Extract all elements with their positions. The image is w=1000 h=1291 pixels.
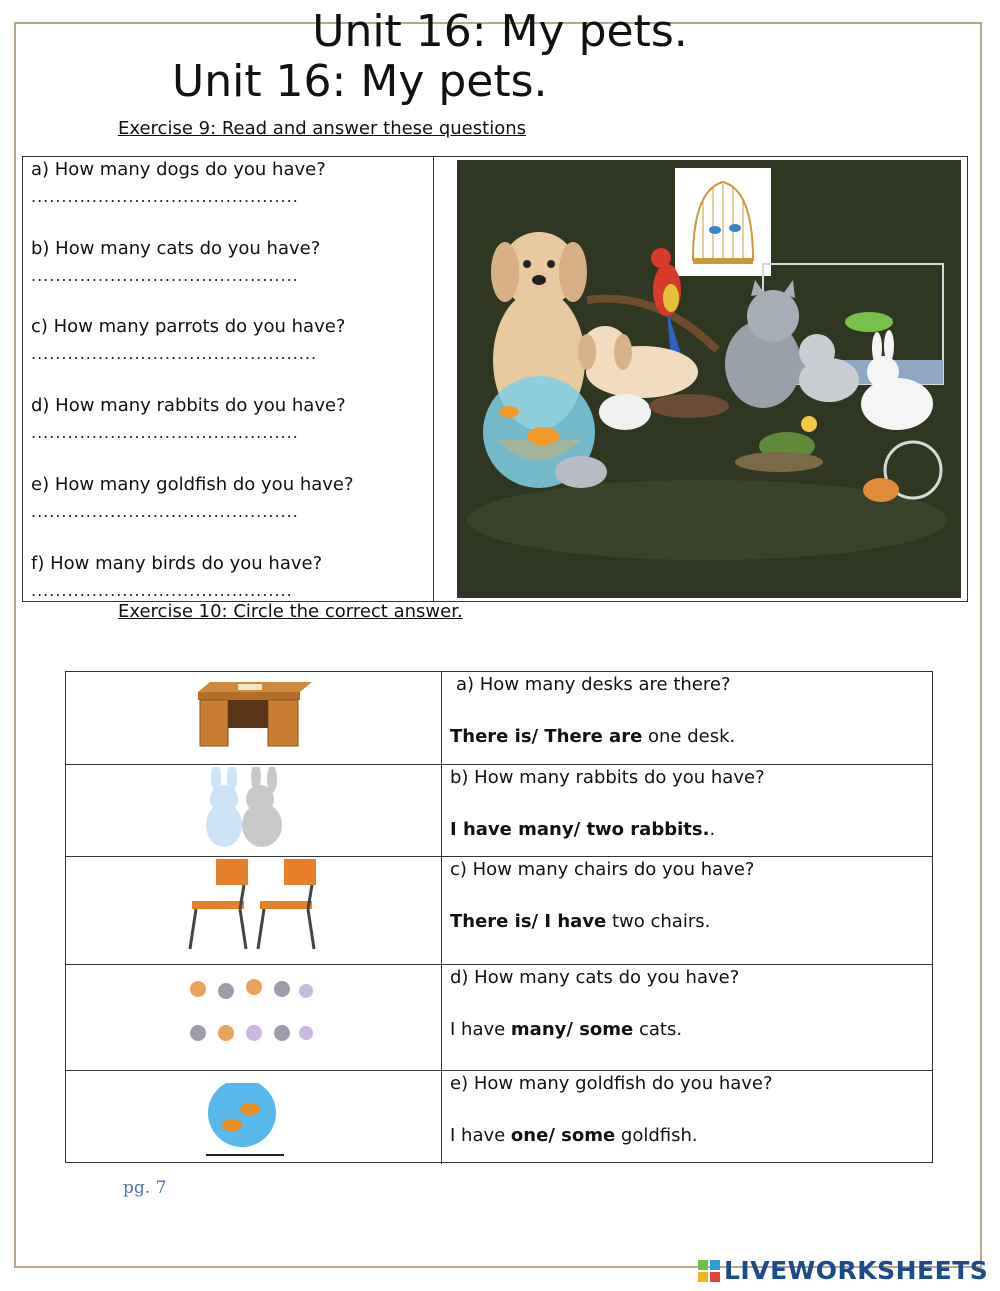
guinea-pig-icon xyxy=(599,394,651,430)
page-number: pg. 7 xyxy=(123,1178,167,1198)
answer-blank-e[interactable]: ............................................ xyxy=(31,502,299,521)
question-cell xyxy=(450,672,932,764)
question-b: b) How many cats do you have? xyxy=(31,238,321,259)
question-a: a) How many dogs do you have? xyxy=(31,159,326,180)
option-separator: / xyxy=(548,1125,562,1146)
exercise10-table xyxy=(65,671,933,1163)
logo-badge-icon xyxy=(698,1260,720,1282)
answer-blank-f[interactable]: ........................................... xyxy=(31,581,293,600)
hamster-icon xyxy=(863,478,899,502)
desk-image-cell xyxy=(66,672,442,764)
question-cell xyxy=(450,965,932,1070)
question-d: d) How many rabbits do you have? xyxy=(31,395,346,416)
goldfish-image-cell xyxy=(66,1071,442,1164)
option-1[interactable]: There is xyxy=(450,726,532,747)
question-c: c) How many parrots do you have? xyxy=(31,316,346,337)
cats-icon xyxy=(186,973,316,1059)
answer-blank-c[interactable]: ............................................... xyxy=(31,344,318,363)
answer-prefix: I have xyxy=(450,1019,511,1040)
table-row xyxy=(66,857,932,965)
brand-text: LIVEWORKSHEETS xyxy=(724,1256,989,1285)
question-cell xyxy=(450,765,932,856)
option-separator: / xyxy=(566,1019,580,1040)
answer-suffix: one desk. xyxy=(642,726,736,747)
rabbits-icon xyxy=(186,767,298,853)
answer-blank-b[interactable]: ............................................ xyxy=(31,266,299,285)
option-1[interactable]: I have many xyxy=(450,819,574,840)
page-title-top: Unit 16: My pets. xyxy=(312,6,688,57)
chairs-icon xyxy=(186,857,322,951)
answer-blank-d[interactable]: ............................................ xyxy=(31,423,299,442)
table-row xyxy=(66,765,932,857)
exercise9-questions xyxy=(23,157,434,601)
question-text: a) How many desks are there? xyxy=(456,674,731,695)
option-2[interactable]: There are xyxy=(544,726,643,747)
option-2[interactable]: some xyxy=(561,1125,616,1146)
answer-sentence xyxy=(450,1019,682,1040)
goldfish-bowl-icon xyxy=(202,1077,292,1157)
question-text: b) How many rabbits do you have? xyxy=(450,767,765,788)
question-cell xyxy=(450,1071,932,1164)
answer-suffix: goldfish. xyxy=(615,1125,698,1146)
answer-suffix: cats. xyxy=(633,1019,683,1040)
birdcage-icon xyxy=(675,168,771,276)
option-1[interactable]: There is xyxy=(450,911,532,932)
table-row xyxy=(66,965,932,1071)
option-2[interactable]: two rabbits. xyxy=(586,819,710,840)
option-separator: / xyxy=(531,726,545,747)
cats-image-cell xyxy=(66,965,442,1070)
answer-sentence xyxy=(450,911,710,932)
page-title: Unit 16: My pets. xyxy=(172,56,548,107)
question-text: e) How many goldfish do you have? xyxy=(450,1073,773,1094)
option-1[interactable]: many xyxy=(510,1019,567,1040)
question-f: f) How many birds do you have? xyxy=(31,553,323,574)
ferret-icon xyxy=(649,394,729,418)
question-text: c) How many chairs do you have? xyxy=(450,859,755,880)
desk-icon xyxy=(194,674,314,750)
option-separator: / xyxy=(573,819,587,840)
answer-blank-a[interactable]: ............................................ xyxy=(31,187,299,206)
exercise9-table xyxy=(22,156,968,602)
answer-sentence xyxy=(450,819,715,840)
answer-suffix: . xyxy=(709,819,716,840)
answer-prefix: I have xyxy=(450,1125,511,1146)
option-separator: / xyxy=(531,911,545,932)
table-row xyxy=(66,1071,932,1164)
rabbits-image-cell xyxy=(66,765,442,856)
option-1[interactable]: one xyxy=(510,1125,549,1146)
option-2[interactable]: some xyxy=(579,1019,634,1040)
chameleon-icon xyxy=(845,312,893,332)
exercise10-heading: Exercise 10: Circle the correct answer. xyxy=(118,601,463,622)
answer-sentence xyxy=(450,1125,698,1146)
pets-scene-image xyxy=(457,160,961,598)
answer-sentence xyxy=(450,726,735,747)
table-row xyxy=(66,672,932,765)
option-2[interactable]: I have xyxy=(544,911,607,932)
chairs-image-cell xyxy=(66,857,442,964)
question-cell xyxy=(450,857,932,964)
yarn-ball-icon xyxy=(801,416,817,432)
exercise9-heading: Exercise 9: Read and answer these questions xyxy=(118,118,526,139)
liveworksheets-logo[interactable] xyxy=(698,1256,988,1285)
question-text: d) How many cats do you have? xyxy=(450,967,740,988)
question-e: e) How many goldfish do you have? xyxy=(31,474,354,495)
answer-suffix: two chairs. xyxy=(606,911,711,932)
chinchilla-icon xyxy=(555,456,607,488)
